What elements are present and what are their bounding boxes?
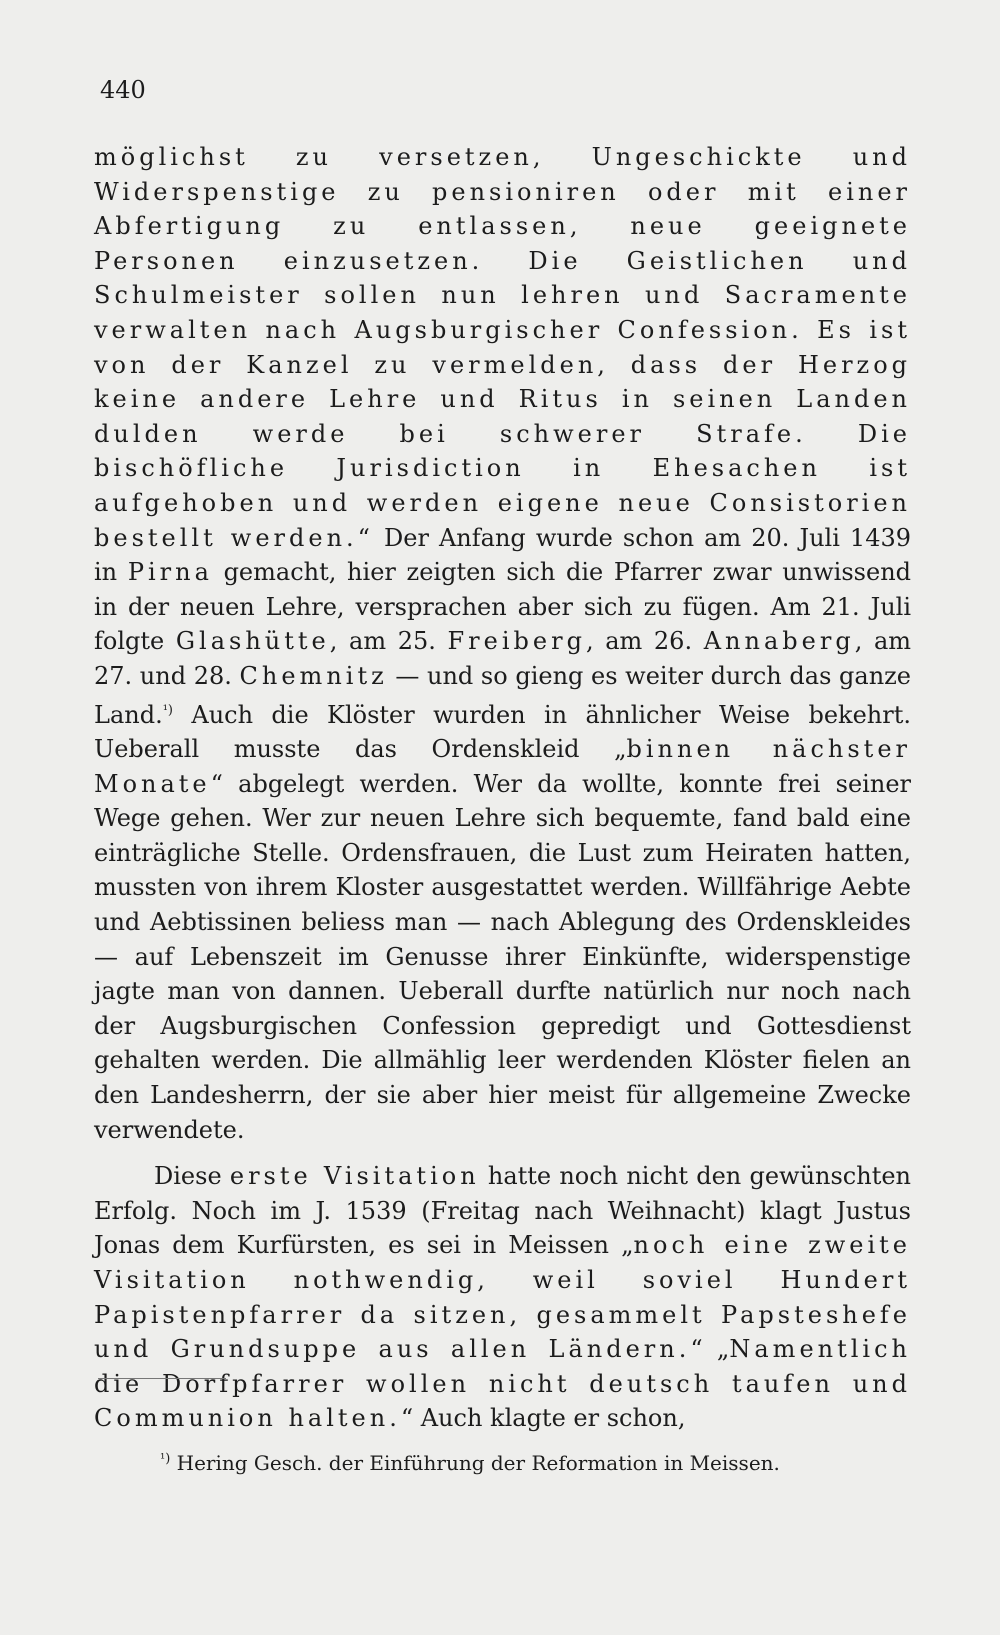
- paragraph-1: [94, 140, 911, 1147]
- text-segment: gemacht, hier zeigten sich die Pfarrer zwar unwissend in der neuen Lehre, versprachen aber sich zu fügen. Am 21. Juli folgte: [94, 558, 912, 656]
- spaced-text: möglichst zu versetzen, Ungeschickte und Widerspenstige zu pensioniren oder mit einer Abfertigung zu entlassen, neue geeignete Personen einzusetzen. Die Geistlichen und Schulmeister sollen nun lehren und Sacramente verwalten nach Augsburgischer Confession. Es ist von der Kanzel zu vermelden, dass der Herzog keine andere Lehre und Ritus in seinen Landen dulden werde bei schwerer Strafe. Die bischöfliche Jurisdiction in Ehesachen ist aufgehoben und werden eigene neue Consistorien bestellt werden.“: [94, 143, 911, 552]
- spaced-text: Chemnitz: [239, 661, 388, 690]
- footnote: [160, 1451, 780, 1475]
- footnote-divider: [98, 1378, 226, 1379]
- spaced-text: binnen nächster Monate: [94, 735, 911, 798]
- spaced-text: Freiberg: [447, 627, 586, 656]
- spaced-text: Namentlich die Dorfpfarrer wollen nicht deutsch taufen und Communion halten.: [94, 1335, 911, 1433]
- spaced-text: Pirna: [127, 558, 213, 587]
- spaced-text: noch eine zweite Visitation nothwendig, weil soviel Hundert Papistenpfarrer da sitzen, gesammelt Papsteshefe und Grundsuppe aus allen Ländern.: [94, 1231, 911, 1364]
- text-segment: Auch die Klöster wurden in ähnlicher Weise bekehrt. Ueberall musste das Ordenskleid „: [94, 700, 911, 764]
- text-segment: hatte noch nicht den gewünschten Erfolg. Noch im J. 1539 (Freitag nach Weihnacht) klagt Justus Jonas dem Kurfürsten, es sei in Meissen „: [94, 1162, 912, 1260]
- text-segment: , am 25.: [329, 627, 448, 656]
- text-segment: Diese: [154, 1162, 230, 1191]
- text-segment: , am 27. und 28.: [94, 627, 912, 690]
- text-segment: “ abgelegt werden. Wer da wollte, konnte frei seiner Wege gehen. Wer zur neuen Lehre sich bequemte, fand bald eine einträgliche Stelle. Ordensfrauen, die Lust zum Heiraten hatten, mussten von ihrem Kloster ausgestattet werden. Willfährige Aebte und Aebtissinen beliess man — nach Ablegung des Ordenskleides — auf Lebenszeit im Genusse ihrer Einkünfte, widerspenstige jagte man von dannen. Ueberall durfte natürlich nur noch nach der Augsburgischen Confession gepredigt und Gottesdienst gehalten werden. Die allmählig leer werdenden Klöster fielen an den Landesherrn, der sie aber hier meist für allgemeine Zwecke verwendete.: [94, 769, 911, 1144]
- text-segment: , am 26.: [585, 627, 704, 656]
- text-segment: “ „: [690, 1335, 730, 1364]
- footnote-reference: ¹): [162, 702, 173, 718]
- spaced-text: Annaberg: [703, 627, 855, 656]
- footnote-text: Hering Gesch. der Einführung der Reformation in Meissen.: [170, 1451, 780, 1475]
- page-number: 440: [100, 76, 146, 104]
- spaced-text: erste Visitation: [229, 1162, 480, 1191]
- spaced-text: Glashütte: [175, 627, 330, 656]
- text-segment: — und so gieng es weiter durch das ganze Land.: [94, 661, 911, 729]
- paragraph-2: [94, 1159, 911, 1436]
- body-text: [94, 140, 911, 1436]
- text-segment: “ Auch klagte er schon,: [400, 1404, 686, 1433]
- text-segment: Der Anfang wurde schon am 20. Juli 1439 in: [94, 523, 912, 587]
- footnote-mark: ¹): [160, 1451, 171, 1467]
